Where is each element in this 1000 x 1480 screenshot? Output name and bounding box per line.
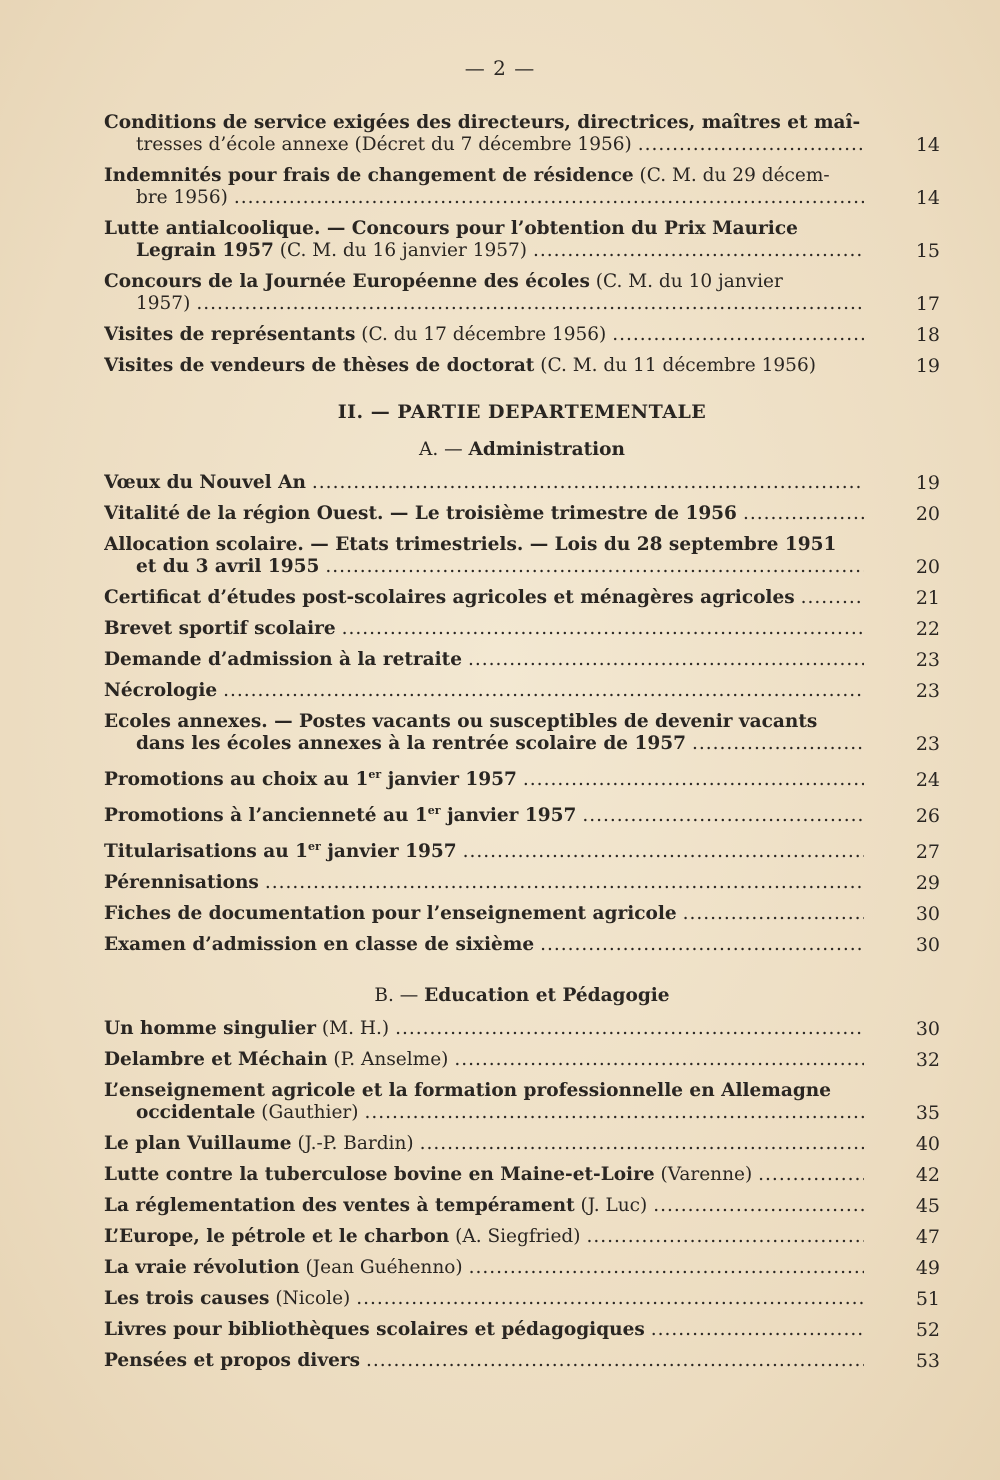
entry-page-number: 49: [915, 1257, 940, 1280]
subsection-label: Administration: [468, 439, 625, 460]
entry-title: Nécrologie: [104, 680, 218, 701]
toc-entry: [104, 1080, 940, 1124]
entry-title-continued: dans les écoles annexes à la rentrée scolaire de 1957: [136, 733, 687, 754]
entry-page-number: 17: [915, 293, 940, 315]
entry-page-number: 20: [915, 556, 940, 578]
entry-title: Fiches de documentation pour l’enseignement agricole: [104, 903, 677, 925]
toc-entry: [104, 165, 940, 209]
entry-title: Demande d’admission à la retraite: [104, 649, 462, 670]
toc-entry: [104, 534, 940, 578]
dot-leader: [468, 649, 864, 671]
entry-title: Lutte antialcoolique. — Concours pour l’obtention du Prix Maurice: [104, 218, 798, 239]
entry-page-number: 14: [915, 187, 940, 209]
entry-title: La réglementation des ventes à tempérament: [104, 1195, 575, 1217]
entry-page-number: 22: [915, 618, 940, 640]
page-number: — 2 —: [464, 56, 536, 80]
entry-reference: (C. du 17 décembre 1956): [355, 324, 607, 345]
toc-entry: [104, 1226, 940, 1248]
entry-page-number: 23: [915, 680, 940, 702]
toc-group-administration: [104, 472, 940, 956]
entry-title: Pensées et propos divers: [104, 1350, 361, 1372]
dot-leader: [463, 841, 864, 863]
entry-title: Un homme singulier: [104, 1018, 317, 1040]
entry-page-number: 30: [915, 903, 940, 926]
entry-title: Vœux du Nouvel An: [104, 472, 306, 493]
entry-reference: (Jean Guéhenno): [299, 1257, 463, 1279]
entry-page-number: 51: [915, 1288, 940, 1311]
entry-reference: (C. M. du 10 janvier: [589, 271, 783, 292]
entry-reference: (C. M. du 11 décembre 1956): [534, 355, 816, 376]
dot-leader: [366, 1350, 864, 1372]
toc-entry: [104, 903, 940, 925]
entry-page-number: 35: [915, 1102, 940, 1125]
entry-title-continued: occidentale: [136, 1102, 256, 1124]
entry-page-number: 24: [915, 769, 940, 792]
toc-group-education: [104, 1018, 940, 1372]
dot-leader: [265, 872, 864, 894]
entry-title: Titularisations au 1er janvier 1957: [104, 840, 457, 863]
dot-leader: [469, 1257, 864, 1279]
toc-entry: [104, 934, 940, 956]
dot-leader: [365, 1102, 865, 1124]
dot-leader: [342, 618, 864, 640]
toc-entry: [104, 649, 940, 671]
toc-entry: [104, 872, 940, 894]
entry-title: Promotions à l’ancienneté au 1er janvier 1957: [104, 804, 577, 827]
toc-entry: [104, 472, 940, 494]
dot-leader: [801, 587, 864, 609]
subsection-title-administration: [104, 439, 940, 460]
entry-title: Certificat d’études post-scolaires agricoles et ménagères agricoles: [104, 587, 795, 608]
entry-reference-continued: (C. M. du 16 janvier 1957): [273, 240, 527, 261]
toc-entry: [104, 1319, 940, 1341]
dot-leader: [540, 934, 864, 956]
toc-entry: [104, 503, 940, 525]
dot-leader: [651, 1319, 864, 1341]
entry-page-number: 30: [915, 934, 940, 957]
entry-title: L’Europe, le pétrole et le charbon: [104, 1226, 450, 1248]
entry-title: Conditions de service exigées des directeurs, directrices, maîtres et maî-: [104, 112, 861, 133]
entry-reference: (C. M. du 29 décem-: [633, 165, 830, 186]
dot-leader: [638, 134, 864, 156]
entry-reference-continued: (Gauthier): [255, 1102, 359, 1124]
toc-entry: [104, 112, 940, 156]
dot-leader: [586, 1226, 864, 1248]
entry-page-number: 40: [915, 1133, 940, 1156]
entry-title: Allocation scolaire. — Etats trimestriels. — Lois du 28 septembre 1951: [104, 534, 837, 555]
entry-title: L’enseignement agricole et la formation professionnelle en Allemagne: [104, 1080, 831, 1102]
toc-entry: [104, 218, 940, 262]
entry-page-number: 29: [915, 872, 940, 895]
entry-page-number: 42: [915, 1164, 940, 1187]
entry-title: Livres pour bibliothèques scolaires et pédagogiques: [104, 1319, 645, 1341]
dot-leader: [420, 1133, 864, 1155]
toc-entry: [104, 680, 940, 702]
entry-page-number: 20: [915, 503, 940, 525]
entry-reference: (Varenne): [654, 1164, 753, 1186]
section-title-partie-departementale: II. — PARTIE DEPARTEMENTALE: [337, 401, 707, 423]
toc-entry: [104, 1288, 940, 1310]
dot-leader: [454, 1049, 864, 1071]
entry-page-number: 32: [915, 1049, 940, 1072]
entry-page-number: 45: [915, 1195, 940, 1218]
dot-leader: [395, 1018, 864, 1040]
entry-reference: (P. Anselme): [327, 1049, 449, 1071]
entry-title: Pérennisations: [104, 872, 259, 894]
entry-title: Promotions au choix au 1er janvier 1957: [104, 768, 517, 791]
dot-leader: [325, 556, 864, 578]
dot-leader: [223, 680, 864, 702]
toc-entry: [104, 355, 940, 377]
entry-title: Le plan Vuillaume: [104, 1133, 292, 1155]
toc-entry: [104, 324, 940, 346]
dot-leader: [234, 187, 864, 209]
entry-title: Indemnités pour frais de changement de résidence: [104, 165, 634, 186]
entry-page-number: 52: [915, 1319, 940, 1342]
toc-entry: [104, 587, 940, 609]
entry-page-number: 19: [915, 355, 940, 377]
dot-leader: [683, 903, 864, 925]
toc-entry: [104, 1049, 940, 1071]
toc-entry: [104, 1018, 940, 1040]
toc-entry: [104, 271, 940, 315]
entry-page-number: 27: [915, 841, 940, 864]
dot-leader: [356, 1288, 864, 1310]
entry-reference: (J.-P. Bardin): [291, 1133, 414, 1155]
entry-reference-continued: tresses d’école annexe (Décret du 7 décembre 1956): [136, 134, 632, 155]
dot-leader: [758, 1164, 864, 1186]
subsection-label: Education et Pédagogie: [424, 985, 670, 1007]
entry-title: Les trois causes: [104, 1288, 270, 1310]
subsection-prefix: A. —: [419, 439, 469, 460]
toc-entry: [104, 764, 940, 791]
toc-entry: [104, 1350, 940, 1372]
entry-reference-continued: bre 1956): [136, 187, 228, 208]
dot-leader: [612, 324, 864, 346]
entry-page-number: 30: [915, 1018, 940, 1041]
toc-entry: [104, 711, 940, 755]
entry-title: Ecoles annexes. — Postes vacants ou susceptibles de devenir vacants: [104, 711, 818, 732]
toc-entry: [104, 1164, 940, 1186]
toc-entry: [104, 618, 940, 640]
toc-entry: [104, 1257, 940, 1279]
entry-reference: (M. H.): [316, 1018, 390, 1040]
entry-title: Examen d’admission en classe de sixième: [104, 934, 535, 956]
entry-page-number: 21: [915, 587, 940, 609]
entry-title-continued: et du 3 avril 1955: [136, 556, 320, 577]
entry-title: Brevet sportif scolaire: [104, 618, 336, 639]
toc-entry: [104, 1133, 940, 1155]
entry-page-number: 23: [915, 649, 940, 671]
entry-reference: (A. Siegfried): [449, 1226, 581, 1248]
entry-page-number: 26: [915, 805, 940, 828]
dot-leader: [582, 805, 864, 827]
dot-leader: [653, 1195, 864, 1217]
entry-title: Lutte contre la tuberculose bovine en Maine-et-Loire: [104, 1164, 655, 1186]
toc-group-general: [104, 112, 940, 377]
entry-page-number: 47: [915, 1226, 940, 1249]
entry-title: Visites de vendeurs de thèses de doctorat: [104, 355, 535, 376]
table-of-contents: [104, 112, 940, 1381]
toc-entry: [104, 836, 940, 863]
dot-leader: [312, 472, 864, 494]
entry-reference-continued: 1957): [136, 293, 191, 314]
dot-leader: [692, 733, 864, 755]
entry-page-number: 18: [915, 324, 940, 346]
dot-leader: [523, 769, 864, 791]
entry-page-number: 14: [915, 134, 940, 156]
entry-reference: (Nicole): [269, 1288, 351, 1310]
entry-reference: (J. Luc): [574, 1195, 648, 1217]
entry-page-number: 23: [915, 733, 940, 755]
entry-page-number: 15: [915, 240, 940, 262]
entry-title: Vitalité de la région Ouest. — Le troisième trimestre de 1956: [104, 503, 737, 524]
toc-entry: [104, 800, 940, 827]
dot-leader: [196, 293, 864, 315]
dot-leader: [743, 503, 864, 525]
entry-page-number: 53: [915, 1350, 940, 1373]
dot-leader: [533, 240, 864, 262]
entry-title: La vraie révolution: [104, 1257, 300, 1279]
entry-title: Visites de représentants: [104, 324, 356, 345]
entry-title: Concours de la Journée Européenne des écoles: [104, 271, 590, 292]
entry-title-continued: Legrain 1957: [136, 240, 274, 261]
toc-entry: [104, 1195, 940, 1217]
subsection-title-education: [104, 985, 940, 1006]
subsection-prefix: B. —: [374, 985, 425, 1007]
entry-page-number: 19: [915, 472, 940, 494]
entry-title: Delambre et Méchain: [104, 1049, 328, 1071]
